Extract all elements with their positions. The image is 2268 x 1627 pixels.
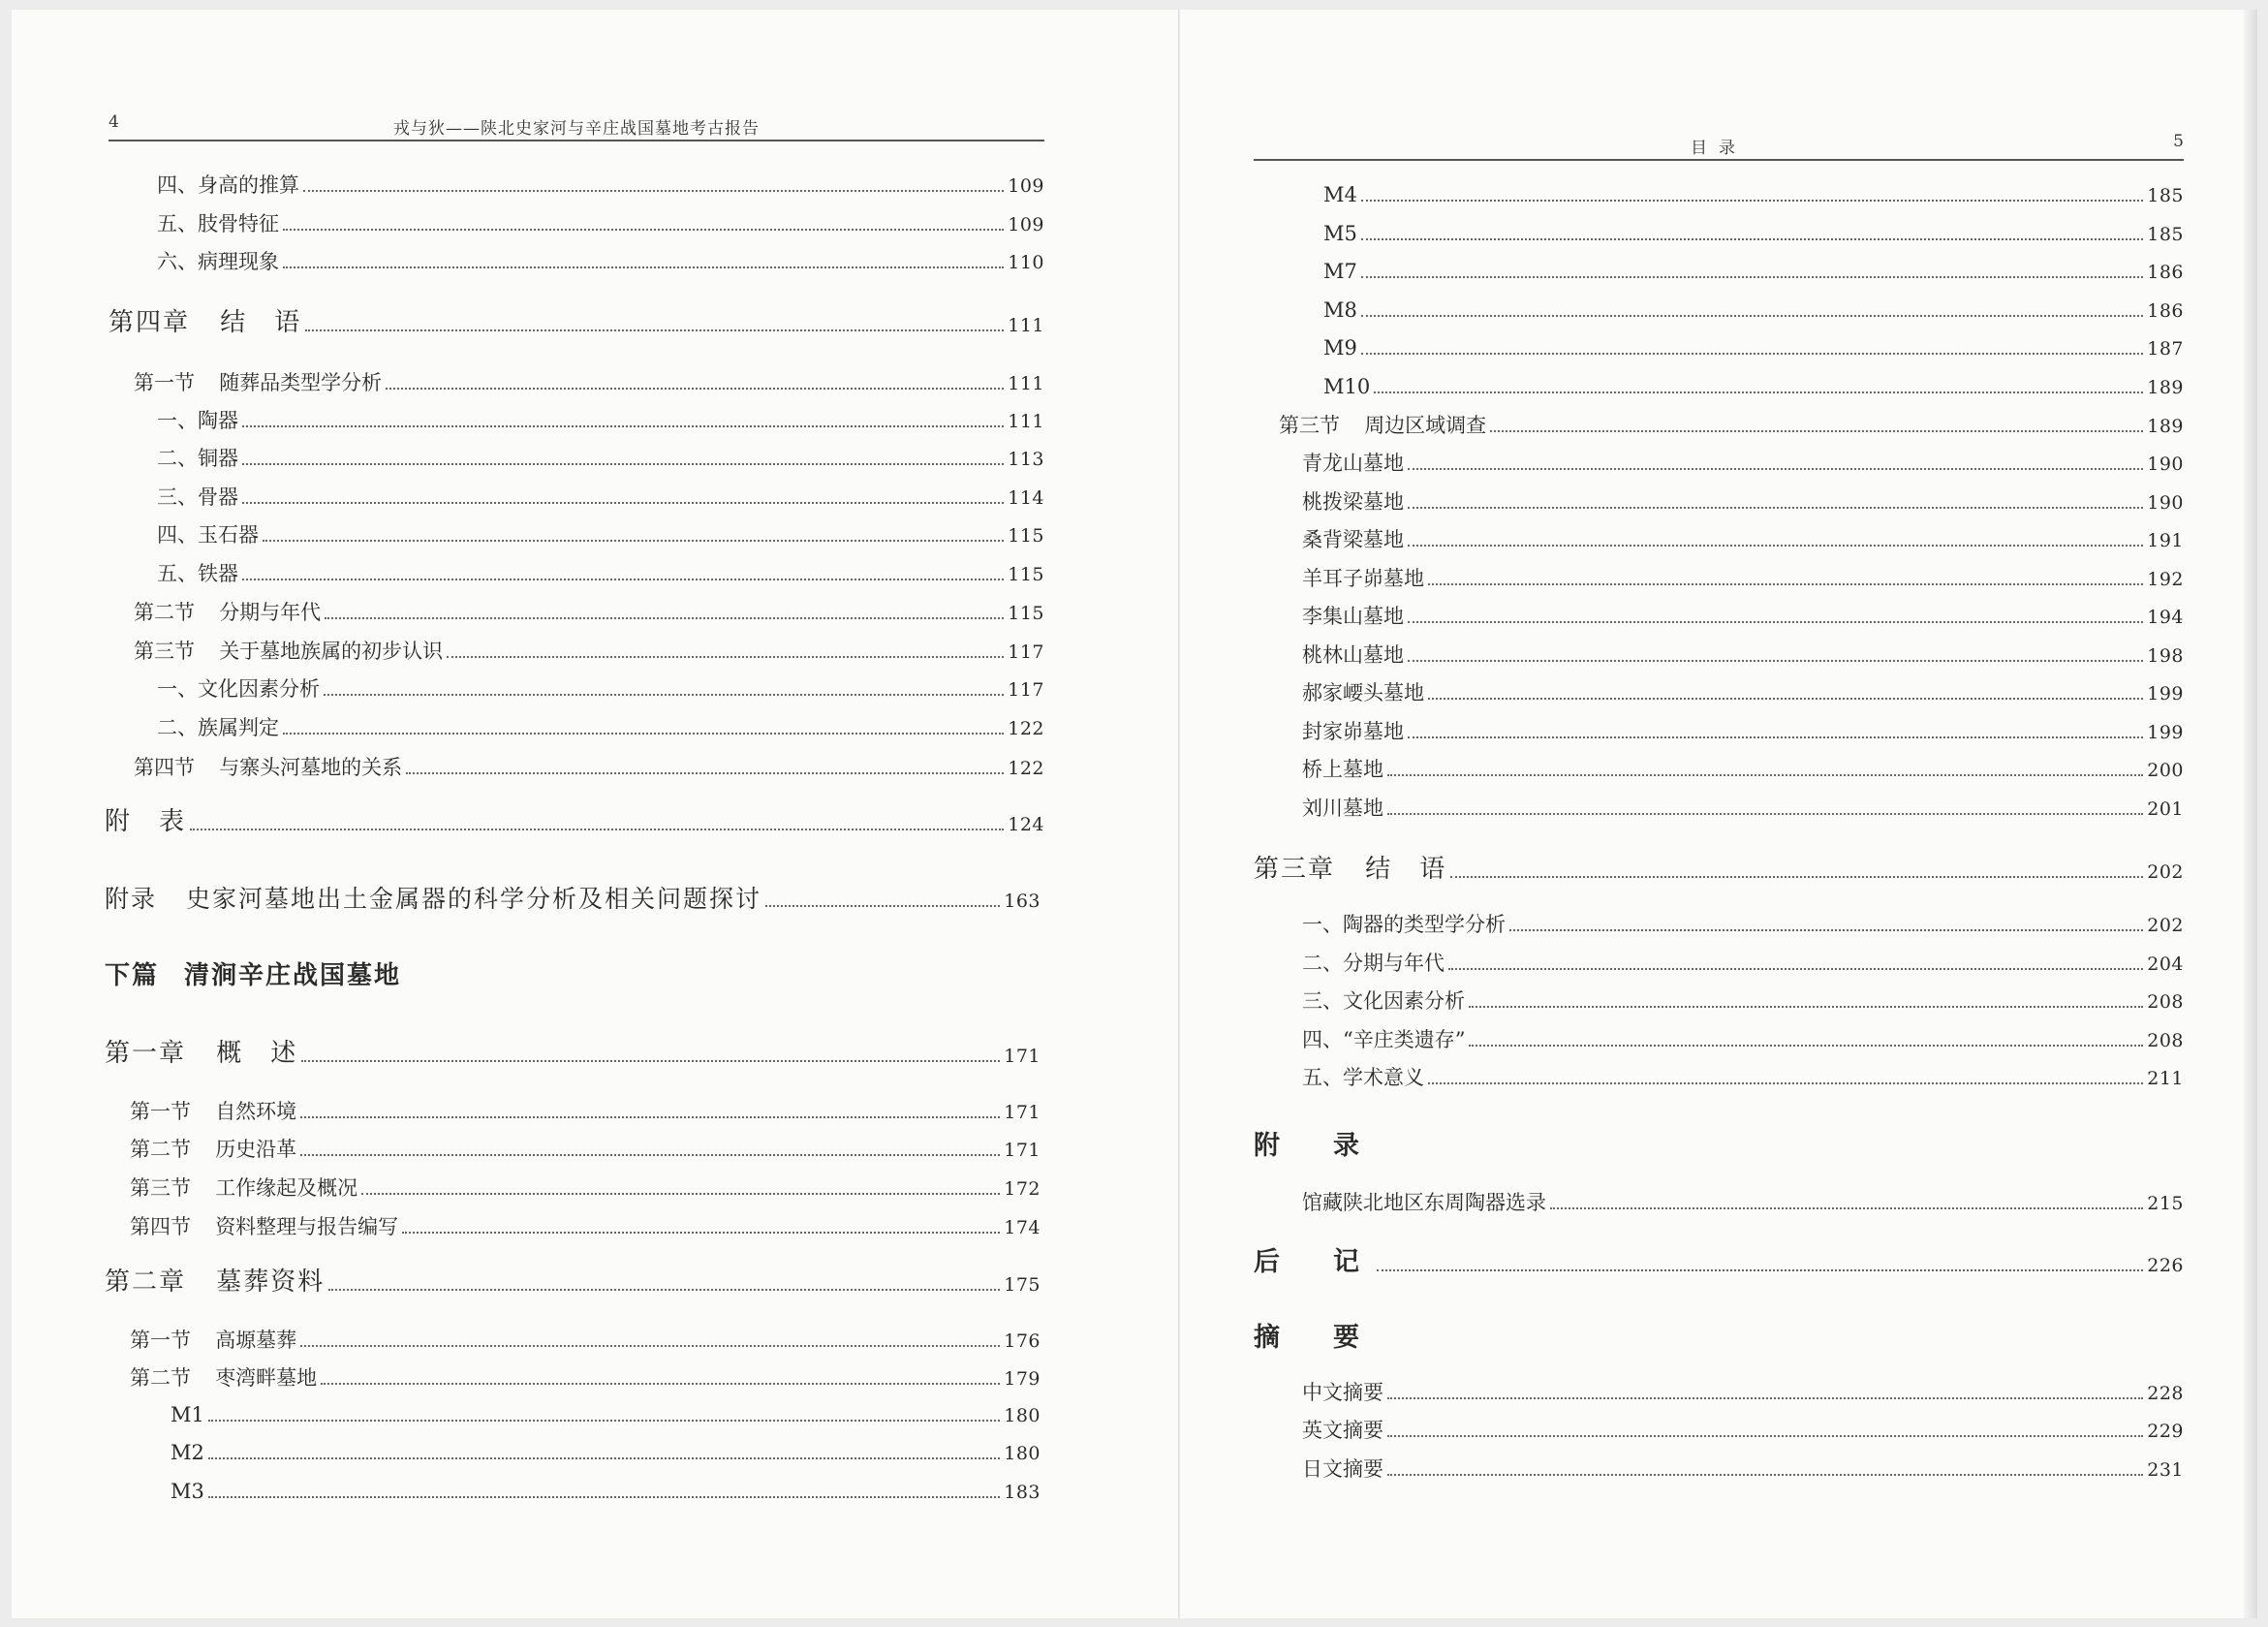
- toc-heading-abstract: 摘 要: [1254, 1323, 1373, 1353]
- toc-entry: M7 186: [1323, 260, 2184, 283]
- toc-entry: 二、分期与年代 204: [1302, 952, 2184, 975]
- left-page: [12, 10, 1178, 1618]
- toc-entry: 三、骨器 114: [157, 485, 1044, 509]
- toc-section: 第二节 枣湾畔墓地 179: [130, 1366, 1041, 1390]
- toc-entry: 一、陶器 111: [157, 409, 1044, 432]
- toc-entry: 日文摘要 231: [1302, 1457, 2184, 1481]
- toc-entry: 一、文化因素分析 117: [157, 677, 1044, 701]
- toc-section: 第三节 关于墓地族属的初步认识 117: [134, 640, 1044, 663]
- toc-entry: M8 186: [1323, 298, 2184, 322]
- toc-entry: 馆藏陕北地区东周陶器选录 215: [1302, 1191, 2184, 1214]
- toc-section: 第四节 资料整理与报告编写 174: [130, 1215, 1041, 1238]
- toc-entry: M4 185: [1323, 183, 2184, 206]
- toc-entry: 五、学术意义 211: [1302, 1066, 2184, 1089]
- toc-entry: M2 180: [171, 1441, 1041, 1464]
- toc-entry: 五、铁器 115: [157, 562, 1044, 585]
- toc-entry: 四、玉石器 115: [157, 523, 1044, 547]
- toc-heading-postscript: 后 记 226: [1254, 1247, 2184, 1277]
- left-page-header: [109, 110, 1044, 141]
- toc-appendix-table: 附 表 124: [105, 807, 1044, 836]
- toc-entry: 二、族属判定 122: [157, 716, 1044, 739]
- toc-entry: M5 185: [1323, 222, 2184, 245]
- page-edge: [2244, 10, 2257, 1618]
- toc-heading-appendix: 附 录: [1254, 1131, 1373, 1161]
- toc-entry: 桃林山墓地 198: [1302, 643, 2184, 667]
- toc-entry: 桥上墓地 200: [1302, 758, 2184, 781]
- right-page: [1180, 10, 2246, 1618]
- toc-chapter: 第三章 结 语 202: [1254, 855, 2184, 884]
- toc-section: 第三节 周边区域调查 189: [1279, 414, 2184, 437]
- toc-entry: 刘川墓地 201: [1302, 797, 2184, 820]
- toc-entry: M10 189: [1323, 375, 2184, 398]
- right-page-header: [1254, 130, 2184, 161]
- toc-section: 第二节 分期与年代 115: [134, 601, 1044, 624]
- toc-entry: 中文摘要 228: [1302, 1381, 2184, 1404]
- toc-part-heading: 下篇 清涧辛庄战国墓地: [105, 961, 402, 990]
- toc-section: 第二节 历史沿革 171: [130, 1138, 1041, 1161]
- toc-section: 第一节 高塬墓葬 176: [130, 1329, 1041, 1352]
- toc-entry: 四、“辛庄类遗存” 208: [1302, 1028, 2184, 1051]
- toc-entry: 二、铜器 113: [157, 447, 1044, 470]
- toc-section: 第四节 与寨头河墓地的关系 122: [134, 756, 1044, 779]
- toc-entry: 封家峁墓地 199: [1302, 720, 2184, 743]
- page-number: 4: [109, 112, 119, 132]
- toc-entry: 英文摘要 229: [1302, 1419, 2184, 1442]
- toc-entry: 李集山墓地 194: [1302, 605, 2184, 628]
- toc-entry: M3 183: [171, 1480, 1041, 1503]
- toc-entry: 六、病理现象 110: [157, 250, 1044, 273]
- toc-chapter: 第二章 墓葬资料 175: [105, 1267, 1041, 1297]
- toc-section: 第三节 工作缘起及概况 172: [130, 1176, 1041, 1200]
- book-spread: [12, 10, 2257, 1618]
- toc-section: 第一节 随葬品类型学分析 111: [134, 371, 1044, 394]
- toc-entry: 桃拨梁墓地 190: [1302, 490, 2184, 514]
- toc-entry: 羊耳子峁墓地 192: [1302, 567, 2184, 590]
- toc-entry: 桑背梁墓地 191: [1302, 528, 2184, 551]
- page-number: 5: [2173, 132, 2184, 151]
- toc-chapter: 第一章 概 述 171: [105, 1039, 1041, 1068]
- toc-entry: 一、陶器的类型学分析 202: [1302, 913, 2184, 936]
- toc-entry: 四、身高的推算 109: [157, 173, 1044, 197]
- toc-chapter: 第四章 结 语 111: [109, 308, 1044, 337]
- toc-entry: M1 180: [171, 1403, 1041, 1426]
- toc-appendix: 附录 史家河墓地出土金属器的科学分析及相关问题探讨 163: [105, 885, 1041, 913]
- toc-section: 第一节 自然环境 171: [130, 1100, 1041, 1123]
- toc-entry: M9 187: [1323, 336, 2184, 360]
- toc-entry: 五、肢骨特征 109: [157, 212, 1044, 235]
- running-head: 目录: [1691, 139, 1747, 158]
- running-head: 戎与狄——陕北史家河与辛庄战国墓地考古报告: [393, 119, 760, 139]
- toc-entry: 郝家崾头墓地 199: [1302, 681, 2184, 704]
- toc-entry: 三、文化因素分析 208: [1302, 989, 2184, 1013]
- toc-entry: 青龙山墓地 190: [1302, 452, 2184, 475]
